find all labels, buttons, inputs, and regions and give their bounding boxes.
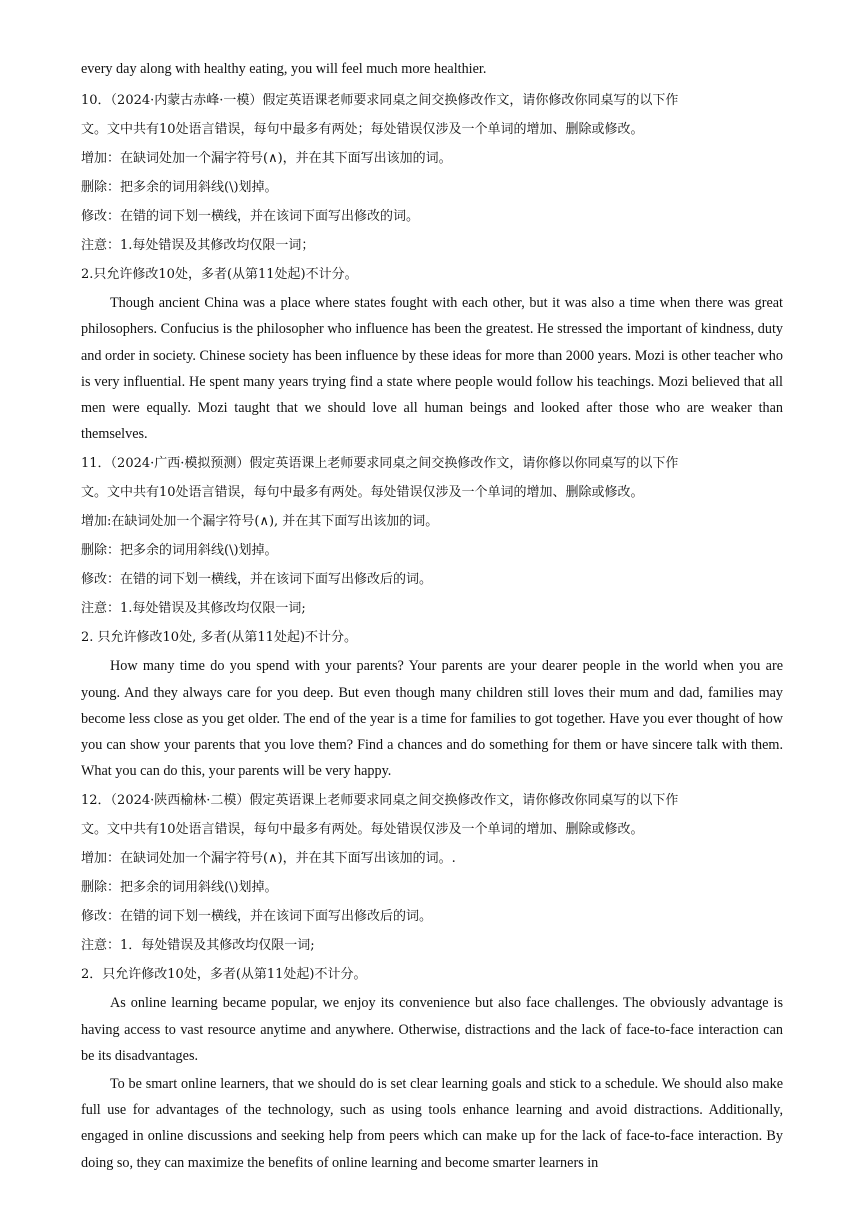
q11-instruction-note: 注意：1.每处错误及其修改均仅限一词; <box>81 601 306 617</box>
question-11 <box>81 449 783 784</box>
q10-instruction-note: 注意：1.每处错误及其修改均仅限一词； <box>81 238 315 254</box>
q12-instruction-note: 注意：1．每处错误及其修改均仅限一词; <box>81 938 315 954</box>
q10-instruction-modify: 修改：在错的词下划一横线，并在该词下面写出修改的词。 <box>81 209 420 225</box>
q10-instruction-delete: 删除：把多余的词用斜线(\)划掉。 <box>81 180 278 196</box>
q11-passage: How many time do you spend with your parents? Your parents are your dearer people in the world when you are young. And they always care for you deep. But even though many children still loves their mum and dad, families may become less close as you get older. The end of the year is a time for families to got together. Have you ever thought of how you can show your parents that you love them? Find a chances and do something for them or have sincere talk with them. What you can do this, your parents will be very happy. <box>81 658 783 780</box>
q11-instruction-limit: 2. 只允许修改10处, 多者(从第11处起)不计分。 <box>81 630 358 646</box>
document-page <box>81 56 783 1178</box>
q10-instruction-2: 文。文中共有10处语言错误，每句中最多有两处；每处错误仅涉及一个单词的增加、删除或修改。 <box>81 122 644 138</box>
q10-instruction-1: 10．（2024·内蒙古赤峰·一模）假定英语课老师要求同桌之间交换修改作文，请你修改你同桌写的以下作 <box>81 93 679 109</box>
question-12 <box>81 786 783 1175</box>
q12-instruction-limit: 2．只允许修改10处，多者(从第11处起)不计分。 <box>81 967 367 983</box>
q11-instruction-2: 文。文中共有10处语言错误，每句中最多有两处。每处错误仅涉及一个单词的增加、删除或修改。 <box>81 485 644 501</box>
q12-passage-2: To be smart online learners, that we should do is set clear learning goals and stick to a schedule. We should also make full use for advantages of the technology, such as using tools enhance learning and avoid distractions. Additionally, engaged in online discussions and seeking help from peers which can make up for the lack of face-to-face interaction. By doing so, they can maximize the benefits of online learning and become smarter learners in <box>81 1076 783 1171</box>
q12-passage-1: As online learning became popular, we enjoy its convenience but also face challenges. The obviously advantage is having access to vast resource anytime and anywhere. Otherwise, distractions and the lack of face-to-face interaction can be its disadvantages. <box>81 995 783 1064</box>
q11-instruction-1: 11．（2024·广西·模拟预测）假定英语课上老师要求同桌之间交换修改作文，请你修以你同桌写的以下作 <box>81 456 679 472</box>
q12-instruction-1: 12．（2024·陕西榆林·二模）假定英语课上老师要求同桌之间交换修改作文，请你修改你同桌写的以下作 <box>81 793 679 809</box>
q12-instruction-2: 文。文中共有10处语言错误，每句中最多有两处。每处错误仅涉及一个单词的增加、删除或修改。 <box>81 822 644 838</box>
q10-instruction-limit: 2.只允许修改10处，多者(从第11处起)不计分。 <box>81 267 358 283</box>
q10-instruction-add: 增加：在缺词处加一个漏字符号(∧)，并在其下面写出该加的词。 <box>81 151 452 167</box>
q11-instruction-modify: 修改：在错的词下划一横线，并在该词下面写出修改后的词。 <box>81 572 433 588</box>
q12-instruction-delete: 删除：把多余的词用斜线(\)划掉。 <box>81 880 278 896</box>
question-10 <box>81 86 783 447</box>
q11-instruction-delete: 删除：把多余的词用斜线(\)划掉。 <box>81 543 278 559</box>
q11-instruction-add: 增加:在缺词处加一个漏字符号(∧), 并在其下面写出该加的词。 <box>81 514 439 530</box>
q12-instruction-modify: 修改：在错的词下划一横线，并在该词下面写出修改后的词。 <box>81 909 433 925</box>
q12-instruction-add: 增加：在缺词处加一个漏字符号(∧)，并在其下面写出该加的词。. <box>81 851 456 867</box>
intro-line: every day along with healthy eating, you will feel much more healthier. <box>81 61 487 77</box>
q10-passage: Though ancient China was a place where states fought with each other, but it was also a time when there was great philosophers. Confucius is the philosopher who influence has been the greatest. He stressed the important of kindness, duty and order in society. Chinese society has been influence by these ideas for more than 2000 years. Mozi is other teacher who is very influential. He spent many years trying find a state where people would follow his teachings. Mozi believed that all men were equally. Mozi taught that we should love all human beings and looked after those who are weaker than themselves. <box>81 295 783 443</box>
